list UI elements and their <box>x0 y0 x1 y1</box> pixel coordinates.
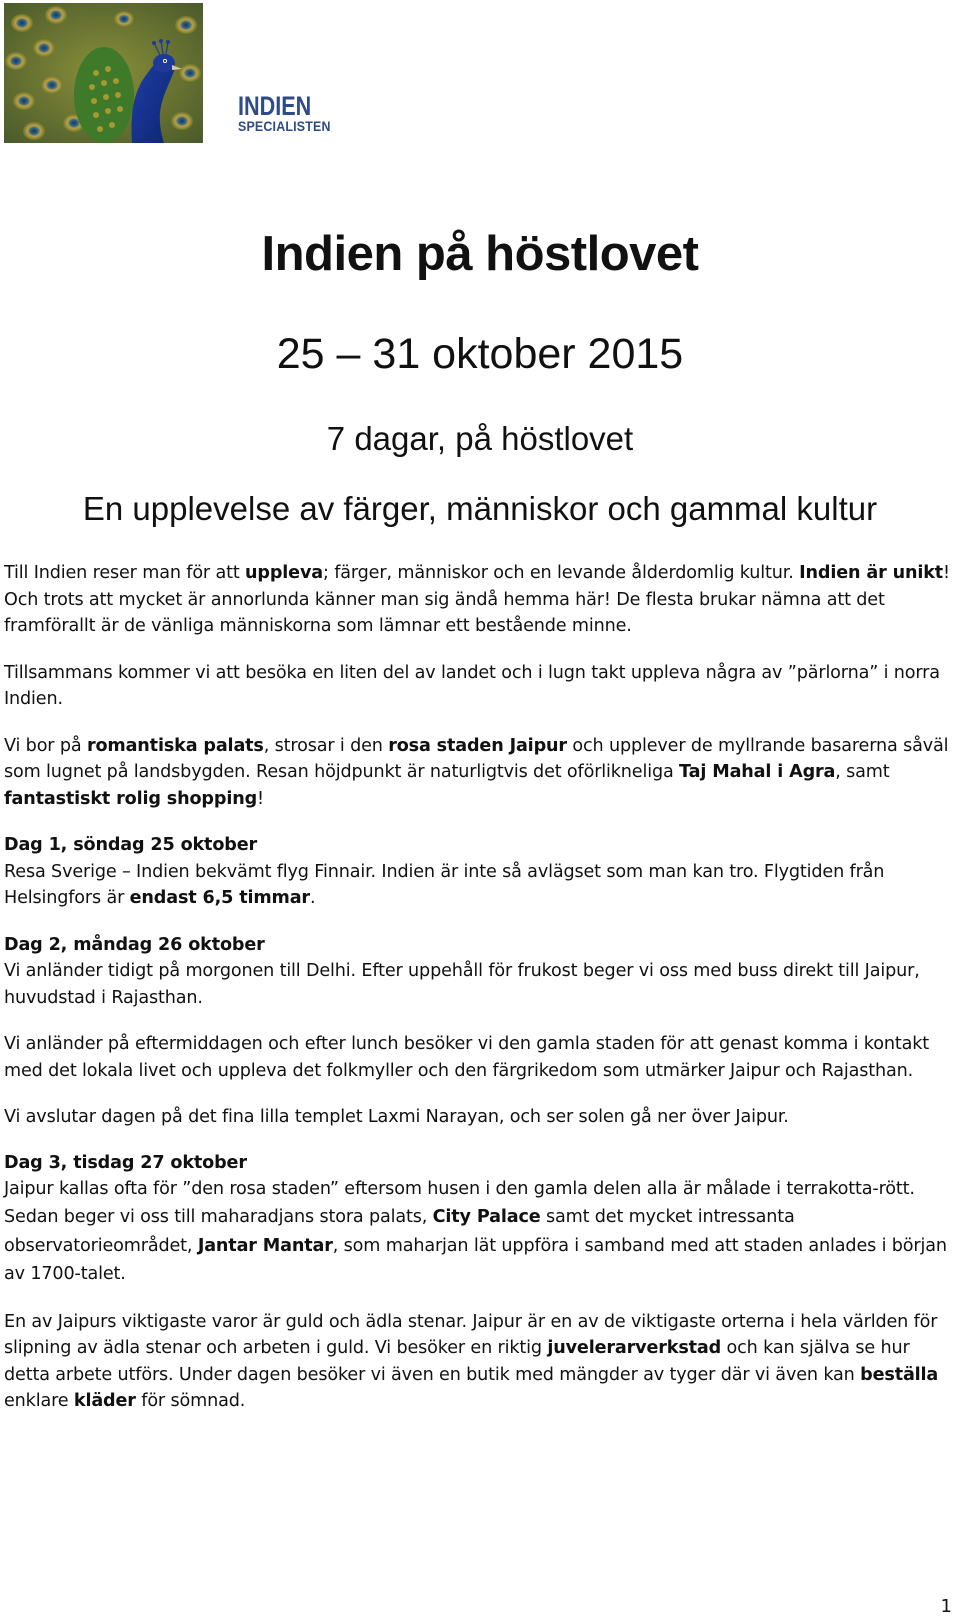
day-3-paragraph-2: En av Jaipurs viktigaste varor är guld och ädla stenar. Jaipur är en av de viktigaste orterna i hela världen för slipning av ädla stenar och arbeten i guld. Vi besöker en riktig juvelerarverkstad och kan själva se hur detta arbete utförs. Under dagen besöker vi även en butik med mängder av tyger där vi även kan beställa enklare kläder för sömnad. <box>4 1311 939 1411</box>
day-1-section: Dag 1, söndag 25 oktober Resa Sverige – Indien bekvämt flyg Finnair. Indien är inte så avlägset som man kan tro. Flygtiden från Helsingfors är endast 6,5 timmar. <box>4 832 954 912</box>
day-2-section: Dag 2, måndag 26 oktober Vi anländer tidigt på morgonen till Delhi. Efter uppehåll för frukost beger vi oss med buss direkt till Jaipur, huvudstad i Rajasthan. <box>4 932 954 1012</box>
trip-duration: 7 dagar, på höstlovet <box>326 420 634 457</box>
trip-dates: 25 – 31 oktober 2015 <box>276 330 684 378</box>
intro-paragraph-1: Till Indien reser man för att uppleva; färger, människor och en levande ålderdomlig kultur. Indien är unikt! Och trots att mycket är annorlunda känner man sig ändå hemma här! De flesta brukar nämna att det framförallt är de vänliga människorna som lämnar ett bestående minne. <box>4 563 950 636</box>
page-title: Indien på höstlovet <box>261 227 699 281</box>
day-1-heading: Dag 1, söndag 25 oktober <box>4 835 258 855</box>
day-2-paragraph-2: Vi anländer på eftermiddagen och efter lunch besöker vi den gamla staden för att genast komma i kontakt med det lokala livet och uppleva det folkmyller och den färgrikedom som utmärker Jaipur och Rajasthan. <box>4 1034 929 1081</box>
peacock-image <box>4 3 203 143</box>
trip-tagline: En upplevelse av färger, människor och gammal kultur <box>82 490 878 527</box>
logo-main-text: INDIEN <box>238 91 312 121</box>
day-3-section: Dag 3, tisdag 27 oktober Jaipur kallas ofta för ”den rosa staden” eftersom husen i den gamla delen alla är målade i terrakotta-rött. Sedan beger vi oss till maharadjans stora palats, City Palace samt det mycket intressanta observatorieområdet, Jantar Mantar, som maharjan lät uppföra i samband med att staden anlades i början av 1700-talet. <box>4 1151 954 1289</box>
document-body <box>4 560 954 1435</box>
peacock-illustration <box>4 3 203 143</box>
day-3-heading: Dag 3, tisdag 27 oktober <box>4 1152 247 1173</box>
intro-paragraph-2: Tillsammans kommer vi att besöka en liten del av landet och i lugn takt uppleva några av ”pärlorna” i norra Indien. <box>4 662 940 709</box>
day-2-paragraph-3: Vi avslutar dagen på det fina lilla templet Laxmi Narayan, och ser solen gå ner över Jaipur. <box>4 1107 789 1127</box>
page-number: 1 <box>940 1596 952 1617</box>
logo-sub-text: SPECIALISTEN <box>238 119 331 134</box>
intro-paragraph-3: Vi bor på romantiska palats, strosar i den rosa staden Jaipur och upplever de myllrande basarerna såväl som lugnet på landsbygden. Resan höjdpunkt är naturligtvis det oförlikneliga Taj Mahal i Agra, samt fantastiskt rolig shopping! <box>4 735 949 809</box>
indien-specialisten-logo <box>238 92 358 134</box>
day-2-heading: Dag 2, måndag 26 oktober <box>4 934 265 955</box>
